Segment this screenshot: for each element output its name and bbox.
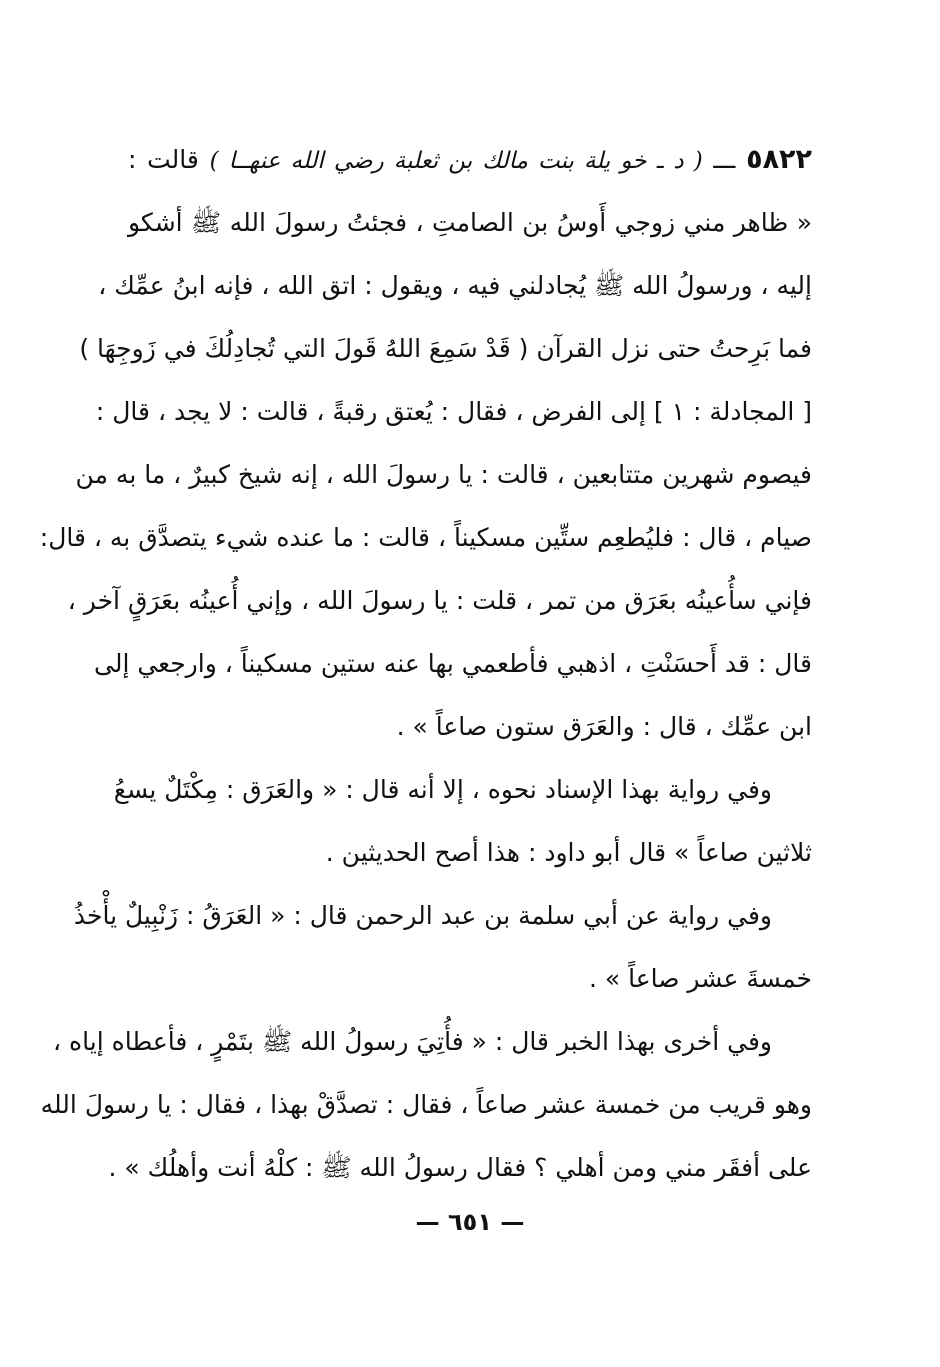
text-line: [ المجادلة : ١ ] إلى الفرض ، فقال : يُعتق رقبةً ، قالت : لا يجد ، قال : [95, 397, 812, 426]
paragraph-main-narration [39, 191, 812, 758]
text-line: فإني سأُعينُه بعَرَق من تمر ، قلت : يا رسولَ الله ، وإني أُعينُه بعَرَقٍ آخر ، [67, 586, 812, 615]
paragraph-other-narration [40, 1010, 812, 1199]
hadith-narrator: ( د ـ خو يلة بنت مالك بن ثعلبة رضي الله عنهــا ) [209, 148, 703, 174]
page-number: — ٦٥١ — [415, 1208, 525, 1236]
text-line: ثلاثين صاعاً » قال أبو داود : هذا أصح الحديثين . [325, 838, 812, 867]
text-line: وهو قريب من خمسة عشر صاعاً ، فقال : تصدَّقْ بهذا ، فقال : يا رسولَ الله [40, 1090, 812, 1119]
hadith-dash: ـــ [713, 145, 736, 174]
hadith-header-line [128, 128, 812, 191]
text-line: قال : قد أَحسَنْتِ ، اذهبي فأطعمي بها عنه ستين مسكيناً ، وارجعي إلى [93, 649, 812, 678]
paragraph-variant-narration [113, 758, 812, 884]
text-line: صيام ، قال : فليُطعِم ستِّين مسكيناً ، قالت : ما عنده شيء يتصدَّق به ، قال: [39, 523, 812, 552]
hadith-number: ٥٨٢٢ [746, 144, 813, 175]
text-line: إليه ، ورسولُ الله ﷺ يُجادلني فيه ، ويقول : اتق الله ، فإنه ابنُ عمِّك ، [98, 271, 812, 300]
hadith-said: قالت : [128, 145, 199, 174]
page-content [39, 128, 813, 1199]
text-line: خمسةَ عشر صاعاً » . [588, 964, 812, 993]
text-line: ابن عمِّك ، قال : والعَرَق ستون صاعاً » . [396, 712, 812, 741]
text-line: وفي رواية عن أبي سلمة بن عبد الرحمن قال : « العَرَقُ : زَنْبِيلٌ يأْخذُ [73, 901, 772, 930]
text-line: « ظاهر مني زوجي أَوسُ بن الصامتِ ، فجئتُ رسولَ الله ﷺ أشكو [128, 208, 812, 237]
text-line: على أفقَر مني ومن أهلي ؟ فقال رسولُ الله ﷺ : كلْهُ أنت وأهلُك » . [108, 1153, 812, 1182]
text-line: وفي أخرى بهذا الخبر قال : « فأُتِيَ رسولُ الله ﷺ بتَمْرٍ ، فأعطاه إياه ، [53, 1027, 772, 1056]
text-line: فيصوم شهرين متتابعين ، قالت : يا رسولَ الله ، إنه شيخ كبيرٌ ، ما به من [75, 460, 812, 489]
text-line: وفي رواية بهذا الإسناد نحوه ، إلا أنه قال : « والعَرَق : مِكْتَلٌ يسعُ [113, 775, 772, 804]
paragraph-abu-salama-narration [73, 884, 812, 1010]
text-line: فما بَرِحتُ حتى نزل القرآن ( قَدْ سَمِعَ اللهُ قَولَ التي تُجادِلُكَ في زَوجِهَا ) [79, 334, 812, 363]
